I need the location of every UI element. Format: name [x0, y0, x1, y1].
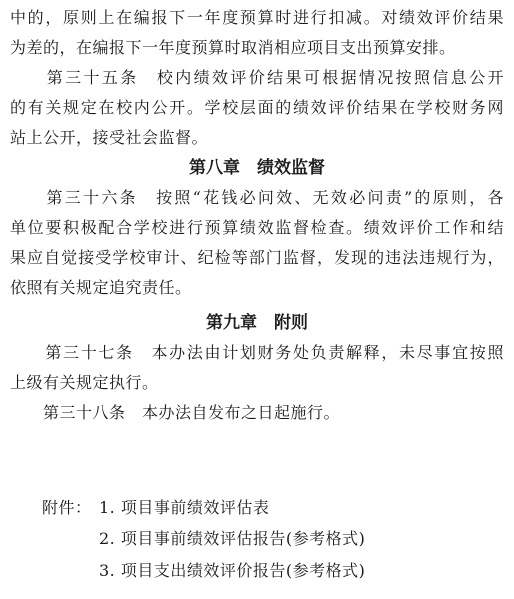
article-35-line-3: 站上公开，接受社会监督。 — [10, 128, 209, 147]
article-36-line-2: 单位要积极配合学校进行预算绩效监督检查。绩效评价工作和结 — [10, 218, 504, 237]
attachment-item-1: 1. 项目事前绩效评估表 — [99, 498, 270, 517]
article-35-line-2: 的有关规定在校内公开。学校层面的绩效评价结果在学校财务网 — [10, 98, 504, 117]
article-36-line-1: 第三十六条 按照“花钱必问效、无效必问责”的原则，各 — [10, 188, 504, 207]
article-37-line-1: 第三十七条 本办法由计划财务处负责解释，未尽事宜按照 — [10, 343, 504, 362]
article-35-line-1: 第三十五条 校内绩效评价结果可根据情况按照信息公开 — [10, 68, 504, 87]
text-line-2: 为差的，在编报下一年度预算时取消相应项目支出预算安排。 — [10, 38, 456, 57]
article-36-line-4: 依照有关规定追究责任。 — [10, 278, 192, 297]
chapter-9-heading: 第九章 附则 — [206, 313, 308, 333]
attachments-label: 附件： — [42, 498, 92, 517]
article-36-line-3: 果应自觉接受学校审计、纪检等部门监督，发现的违法违规行为， — [10, 248, 504, 267]
attachment-item-2: 2. 项目事前绩效评估报告(参考格式) — [99, 529, 366, 548]
article-38-line: 第三十八条 本办法自发布之日起施行。 — [10, 403, 341, 422]
chapter-8-heading: 第八章 绩效监督 — [189, 158, 325, 178]
article-37-line-2: 上级有关规定执行。 — [10, 373, 159, 392]
attachment-item-3: 3. 项目支出绩效评价报告(参考格式) — [99, 561, 366, 580]
text-line-1: 中的，原则上在编报下一年度预算时进行扣减。对绩效评价结果 — [10, 8, 504, 27]
